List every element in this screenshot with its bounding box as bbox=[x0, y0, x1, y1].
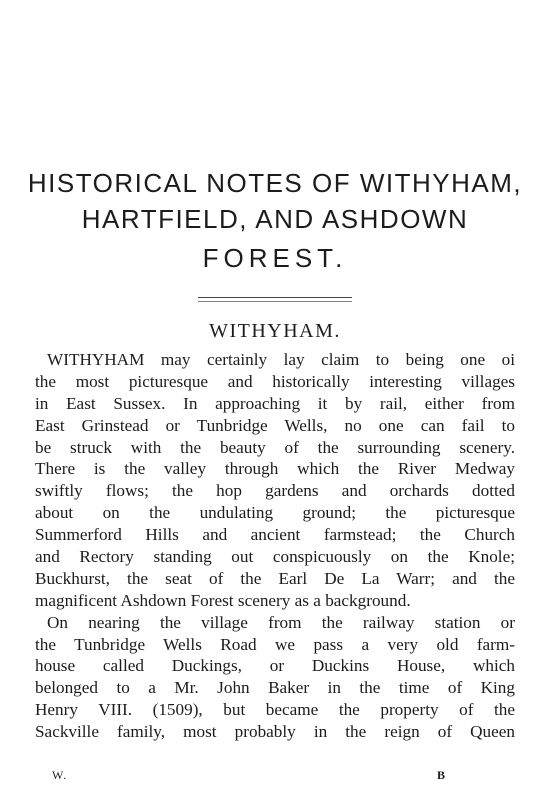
body-line: belonged to a Mr. John Baker in the time of King bbox=[35, 678, 515, 698]
body-line: and Rectory standing out conspicuously on the Knole; bbox=[35, 547, 515, 567]
body-line: magnificent Ashdown Forest scenery as a background. bbox=[35, 590, 411, 610]
title-line-2: HARTFIELD, AND ASHDOWN bbox=[81, 204, 469, 234]
body-line: house called Duckings, or Duckins House, which bbox=[35, 656, 515, 676]
title-line-1: HISTORICAL NOTES OF WITHYHAM, bbox=[27, 168, 523, 198]
body-line: Buckhurst, the seat of the Earl De La Warr; and the bbox=[35, 568, 515, 588]
section-heading: WITHYHAM. bbox=[209, 320, 341, 342]
body-line: the Tunbridge Wells Road we pass a very old farm- bbox=[35, 634, 515, 654]
body-text bbox=[35, 349, 515, 743]
body-line: On nearing the village from the railway station or bbox=[47, 612, 515, 632]
signature-mark-left: W. bbox=[52, 768, 68, 782]
body-line: in East Sussex. In approaching it by rail, either from bbox=[35, 393, 515, 413]
body-line: WITHYHAM may certainly lay claim to being one oi bbox=[47, 350, 515, 369]
title-rule-lower bbox=[198, 301, 352, 302]
title-rule-upper bbox=[198, 297, 352, 298]
body-line: Henry VIII. (1509), but became the property of the bbox=[35, 700, 515, 720]
body-line: be struck with the beauty of the surrounding scenery. bbox=[35, 437, 515, 457]
body-line: Sackville family, most probably in the reign of Queen bbox=[35, 722, 515, 742]
body-line: There is the valley through which the River Medway bbox=[35, 459, 515, 479]
body-line: Summerford Hills and ancient farmstead; the Church bbox=[35, 525, 515, 545]
signature-mark-right: B bbox=[437, 768, 447, 782]
body-line: East Grinstead or Tunbridge Wells, no one can fail to bbox=[35, 415, 515, 435]
body-line: the most picturesque and historically interesting villages bbox=[35, 371, 515, 391]
title-line-3: FOREST. bbox=[202, 243, 348, 273]
body-line: swiftly flows; the hop gardens and orchards dotted bbox=[35, 481, 515, 501]
body-line: about on the undulating ground; the picturesque bbox=[35, 503, 515, 523]
